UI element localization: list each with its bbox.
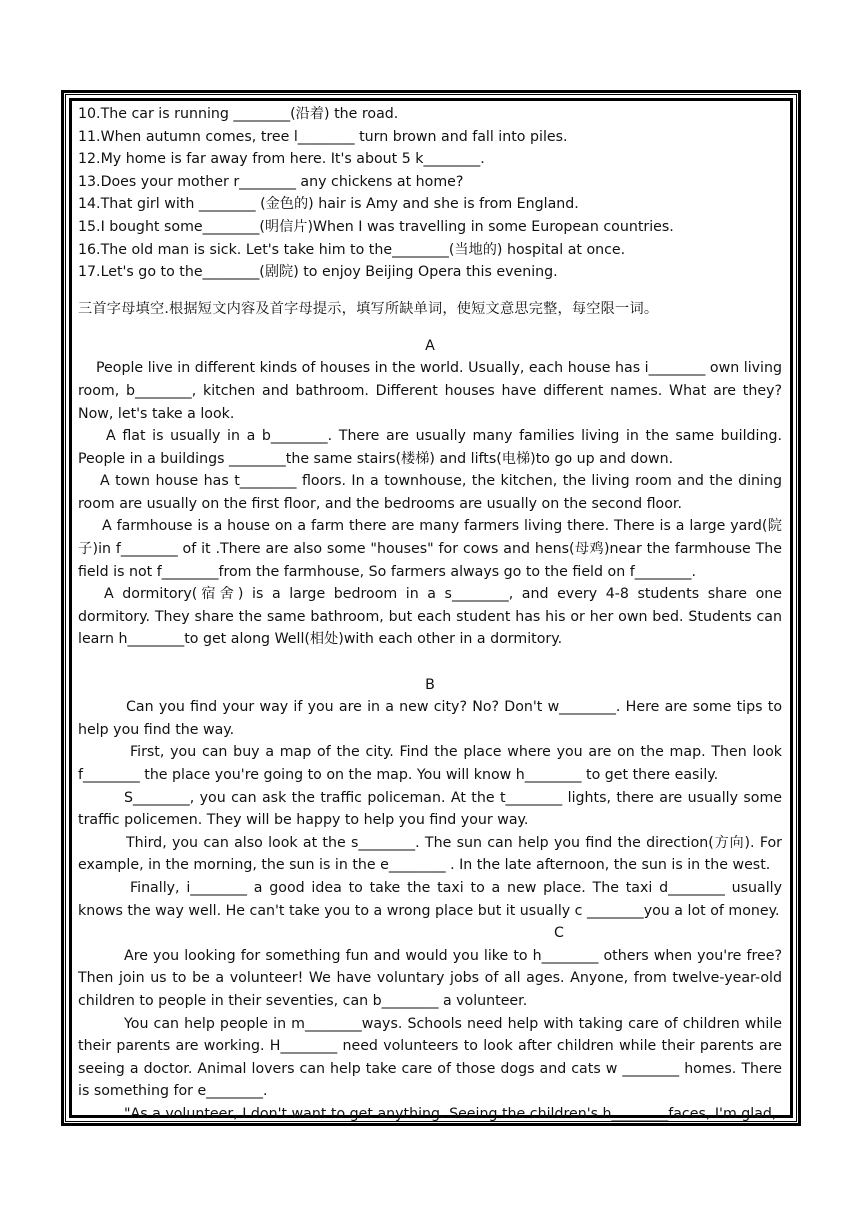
item-14: 14.That girl with ________ (金色的) hair is Amy and she is from England. <box>78 196 579 213</box>
item-17: 17.Let's go to the________(剧院) to enjoy Beijing Opera this evening. <box>78 264 558 281</box>
passage-a-label: A <box>425 337 435 354</box>
item-15: 15.I bought some________(明信片)When I was travelling in some European countries. <box>78 218 674 235</box>
passage-a-paragraph-4: A farmhouse is a house on a farm there are many farmers living there. There is a large yard(院子)in f________ of it .There are also some "houses" for cows and hens(母鸡)near the farmhouse The field is not f________from the farmhouse, So farmers always go to the field on f________. <box>78 518 782 580</box>
item-11: 11.When autumn comes, tree l________ turn brown and fall into piles. <box>78 128 568 145</box>
passage-b-paragraph-1: Can you find your way if you are in a new city? No? Don't w________. Here are some tips to help you find the way. <box>78 699 782 738</box>
item-12: 12.My home is far away from here. It's about 5 k________. <box>78 151 485 168</box>
spacer <box>78 651 782 674</box>
vocabulary-items <box>78 103 782 284</box>
passage-a-paragraph-1: People live in different kinds of houses in the world. Usually, each house has i________ own living room, b________, kitchen and bathroom. Different houses have different names. What are they? Now, let's take a look. <box>78 360 782 422</box>
section-3-instruction: 三首字母填空.根据短文内容及首字母提示，填写所缺单词，使短文意思完整，每空限一词。 <box>78 300 659 317</box>
item-16: 16.The old man is sick. Let's take him to the________(当地的) hospital at once. <box>78 241 626 258</box>
item-10: 10.The car is running ________(沿着) the road. <box>78 106 399 122</box>
passage-c-label: C <box>554 925 564 942</box>
passage-b-paragraph-4: Third, you can also look at the s________. The sun can help you find the direction(方向). For example, in the morning, the sun is in the e________ . In the late afternoon, the sun is in the west. <box>78 834 782 874</box>
passage-b-paragraph-3: S________, you can ask the traffic policeman. At the t________ lights, there are usually some traffic policemen. They will be happy to help you find your way. <box>78 789 782 829</box>
passage-a-paragraph-3: A town house has t________ floors. In a townhouse, the kitchen, the living room and the dining room are usually on the first floor, and the bedrooms are usually on the second floor. <box>78 473 782 512</box>
passage-c-paragraph-2: You can help people in m________ways. Schools need help with taking care of children while their parents are working. H________ need volunteers to look after children while their parents are seeing a doctor. Animal lovers can help take care of those dogs and cats w ________ homes. There is something for e________. <box>78 1015 782 1100</box>
passage-b-label: B <box>425 676 435 693</box>
passage-c-paragraph-3: "As a volunteer, I don't want to get anything. Seeing the children's h________faces, I'm glad, <box>124 1105 777 1122</box>
item-13: 13.Does your mother r________ any chickens at home? <box>78 173 464 190</box>
passage-a-paragraph-5: A dormitory(宿舍) is a large bedroom in a s________, and every 4-8 students share one dormitory. They share the same bathroom, but each student has his or her own bed. Students can learn h________to get along Well(相处)with each other in a dormitory. <box>78 586 782 648</box>
passage-c-paragraph-1: Are you looking for something fun and would you like to h________ others when you're free? Then join us to be a volunteer! We have voluntary jobs of all ages. Anyone, from twelve-year-old children to people in their seventies, can b________ a volunteer. <box>78 947 782 1009</box>
worksheet-content <box>78 103 782 1126</box>
passage-a-paragraph-2: A flat is usually in a b________. There are usually many families living in the same building. People in a buildings ________the same stairs(楼梯) and lifts(电梯)to go up and down. <box>78 428 782 467</box>
passage-b-paragraph-5: Finally, i________ a good idea to take the taxi to a new place. The taxi d________ usually knows the way well. He can't take you to a wrong place but it usually c ________you a lot of money. <box>78 879 782 919</box>
passage-b-paragraph-2: First, you can buy a map of the city. Find the place where you are on the map. Then look f________ the place you're going to on the map. You will know h________ to get there easily. <box>78 744 782 783</box>
